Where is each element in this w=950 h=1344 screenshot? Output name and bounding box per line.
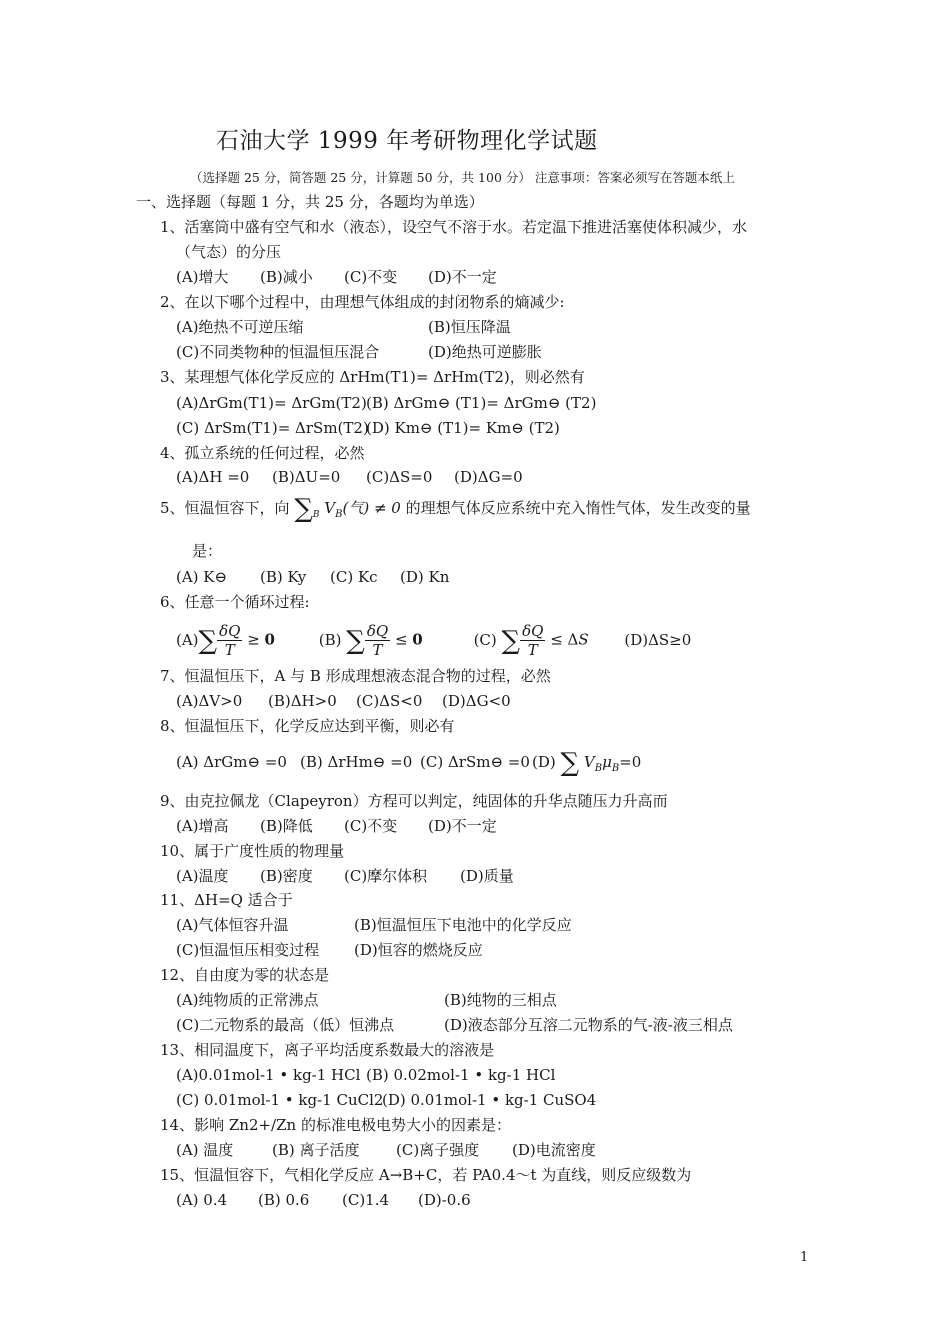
- question-11-options-row2: [176, 940, 483, 960]
- option-b: (B)ΔU=0: [272, 468, 341, 486]
- question-12-options-row2: [176, 1015, 733, 1035]
- option-d: (D)ΔG=0: [454, 468, 523, 486]
- option-a: (A)0.01mol-1 • kg-1 HCl: [176, 1066, 361, 1084]
- question-8-options: (A) ΔrGm⊖ =0 (B) ΔrHm⊖ =0 (C) ΔrSm⊖ =0 (D) ∑ $V_B\mu_B=0$: [176, 748, 642, 778]
- question-9-options: [176, 816, 497, 836]
- question-3-options-row1: [176, 393, 596, 413]
- question-8: 8、恒温恒压下，化学反应达到平衡，则必有: [160, 717, 455, 735]
- page-number: 1: [800, 1250, 809, 1265]
- option-b: (B)密度: [260, 867, 313, 885]
- document-title: 石油大学 1999 年考研物理化学试题: [216, 128, 598, 154]
- option-d: (D)不一定: [428, 817, 497, 835]
- option-a: (A) ΔrGm⊖ =0: [176, 753, 287, 771]
- option-b: (B) 离子活度: [272, 1141, 360, 1159]
- question-3-options-row2: [176, 418, 560, 438]
- option-d: (D)绝热可逆膨胀: [428, 343, 542, 361]
- question-5-options: [176, 567, 449, 587]
- option-a: (A) K⊖: [176, 568, 228, 586]
- option-b: (B) Ky: [260, 568, 307, 586]
- option-d: (D)质量: [460, 867, 514, 885]
- question-2-options-row1: [176, 317, 511, 337]
- question-2: 2、在以下哪个过程中，由理想气体组成的封闭物系的熵减少:: [160, 293, 565, 311]
- option-c: (C)ΔS=0: [366, 468, 433, 486]
- question-2-options-row2: [176, 342, 542, 362]
- option-d: (D) Kn: [400, 568, 450, 586]
- question-4: 4、孤立系统的任何过程，必然: [160, 444, 365, 462]
- question-15-options: [176, 1190, 471, 1210]
- question-9: 9、由克拉佩龙（Clapeyron）方程可以判定，纯固体的升华点随压力升高而: [160, 792, 668, 810]
- question-5: [160, 494, 751, 525]
- option-c: (C): [473, 630, 497, 649]
- option-a: (A)增大: [176, 268, 229, 286]
- option-a: (A)气体恒容升温: [176, 916, 289, 934]
- option-c: (C)恒温恒压相变过程: [176, 941, 320, 959]
- question-5-cont: 是：: [192, 542, 223, 560]
- option-b: (B) 0.02mol-1 • kg-1 HCl: [366, 1066, 556, 1084]
- question-3: 3、某理想气体化学反应的 ΔrHm(T1)= ΔrHm(T2)，则必然有: [160, 368, 585, 386]
- sum-formula: $\sum_B$ $V_B$(气) ≠ 0: [294, 494, 401, 524]
- option-d: (D) Km⊖ (T1)= Km⊖ (T2): [366, 419, 560, 437]
- question-14-options: [176, 1140, 596, 1160]
- option-a: (A) 0.4: [176, 1191, 228, 1209]
- option-b: (B)纯物的三相点: [444, 991, 557, 1009]
- question-15: 15、恒温恒容下，气相化学反应 A→B+C，若 PA0.4～t 为直线，则反应级数为: [160, 1166, 692, 1184]
- option-b: (B)减小: [260, 268, 313, 286]
- option-b: (B)恒压降温: [428, 318, 511, 336]
- option-c: (C)二元物系的最高（低）恒沸点: [176, 1016, 395, 1034]
- question-10: 10、属于广度性质的物理量: [160, 842, 345, 860]
- option-d: (D) 0.01mol-1 • kg-1 CuSO4: [382, 1091, 597, 1109]
- option-a: (A)温度: [176, 867, 229, 885]
- question-13: 13、相同温度下，离子平均活度系数最大的溶液是: [160, 1041, 495, 1059]
- option-d: (D)ΔS≥0: [624, 630, 692, 649]
- question-5-pre: 5、恒温恒容下，向: [160, 499, 290, 517]
- question-13-options-row1: [176, 1065, 555, 1085]
- option-a: (A)ΔH =0: [176, 468, 250, 486]
- option-b: (B)ΔH>0: [268, 692, 337, 710]
- option-a: (A)ΔrGm(T1)= ΔrGm(T2): [176, 394, 367, 412]
- question-10-options: [176, 866, 514, 886]
- option-c: (C) ΔrSm(T1)= ΔrSm(T2): [176, 419, 369, 437]
- option-d: (D)-0.6: [418, 1191, 471, 1209]
- option-c: (C)不变: [344, 268, 398, 286]
- option-c: (C)1.4: [342, 1191, 390, 1209]
- question-1-cont: （气态）的分压: [176, 243, 282, 261]
- option-a: (A) 温度: [176, 1141, 234, 1159]
- option-d: (D)恒容的燃烧反应: [354, 941, 483, 959]
- option-c: (C)不变: [344, 817, 398, 835]
- question-6-options: (A)∑ $\frac{\delta Q}{T}$ ≥ 0 (B) ∑ $\frac{\delta Q}{T}$ ≤ 0 (C) ∑ $\frac{\delta Q}{T}$ ≤ ΔS (D)ΔS≥0: [176, 622, 692, 659]
- question-5-post: 的理想气体反应系统中充入惰性气体，发生改变的量: [405, 499, 751, 517]
- option-b: (B) ΔrHm⊖ =0: [300, 753, 413, 771]
- option-a: (A): [176, 630, 199, 649]
- option-c: (C) 0.01mol-1 • kg-1 CuCl2: [176, 1091, 384, 1109]
- question-13-options-row2: [176, 1090, 596, 1110]
- option-c: (C)不同类物种的恒温恒压混合: [176, 343, 380, 361]
- question-12-options-row1: [176, 990, 557, 1010]
- option-c: (C) ΔrSm⊖ =0: [420, 753, 530, 771]
- section-heading: 一、选择题（每题 1 分，共 25 分，各题均为单选）: [136, 193, 484, 211]
- option-b: (B) 0.6: [258, 1191, 310, 1209]
- option-b: (B) ΔrGm⊖ (T1)= ΔrGm⊖ (T2): [366, 394, 597, 412]
- question-6: 6、任意一个循环过程:: [160, 593, 310, 611]
- option-d: (D): [532, 753, 556, 771]
- option-b: (B): [318, 630, 342, 649]
- option-b: (B)恒温恒压下电池中的化学反应: [354, 916, 572, 934]
- option-c: (C)ΔS<0: [356, 692, 423, 710]
- option-c: (C)摩尔体积: [344, 867, 428, 885]
- question-1: 1、活塞筒中盛有空气和水（液态），设空气不溶于水。若定温下推进活塞使体积减少，水: [160, 218, 748, 236]
- question-7: 7、恒温恒压下，A 与 B 形成理想液态混合物的过程，必然: [160, 667, 551, 685]
- option-d: (D)电流密度: [512, 1141, 596, 1159]
- question-12: 12、自由度为零的状态是: [160, 966, 330, 984]
- question-14: 14、影响 Zn2+/Zn 的标准电极电势大小的因素是：: [160, 1116, 511, 1134]
- option-a: (A)增高: [176, 817, 229, 835]
- option-d: (D)ΔG<0: [442, 692, 511, 710]
- option-c: (C) Kc: [330, 568, 378, 586]
- question-11-options-row1: [176, 915, 572, 935]
- option-d: (D)不一定: [428, 268, 497, 286]
- option-a: (A)ΔV>0: [176, 692, 243, 710]
- exam-note: （选择题 25 分，简答题 25 分，计算题 50 分，共 100 分） 注意事项：答案必须写在答题本纸上: [190, 170, 735, 185]
- option-a: (A)纯物质的正常沸点: [176, 991, 319, 1009]
- question-4-options: [176, 467, 523, 487]
- option-a: (A)绝热不可逆压缩: [176, 318, 304, 336]
- question-1-options: [176, 267, 497, 287]
- option-b: (B)降低: [260, 817, 313, 835]
- question-7-options: [176, 691, 511, 711]
- option-d: (D)液态部分互溶二元物系的气-液-液三相点: [444, 1016, 733, 1034]
- option-c: (C)离子强度: [396, 1141, 480, 1159]
- question-11: 11、ΔH=Q 适合于: [160, 891, 293, 909]
